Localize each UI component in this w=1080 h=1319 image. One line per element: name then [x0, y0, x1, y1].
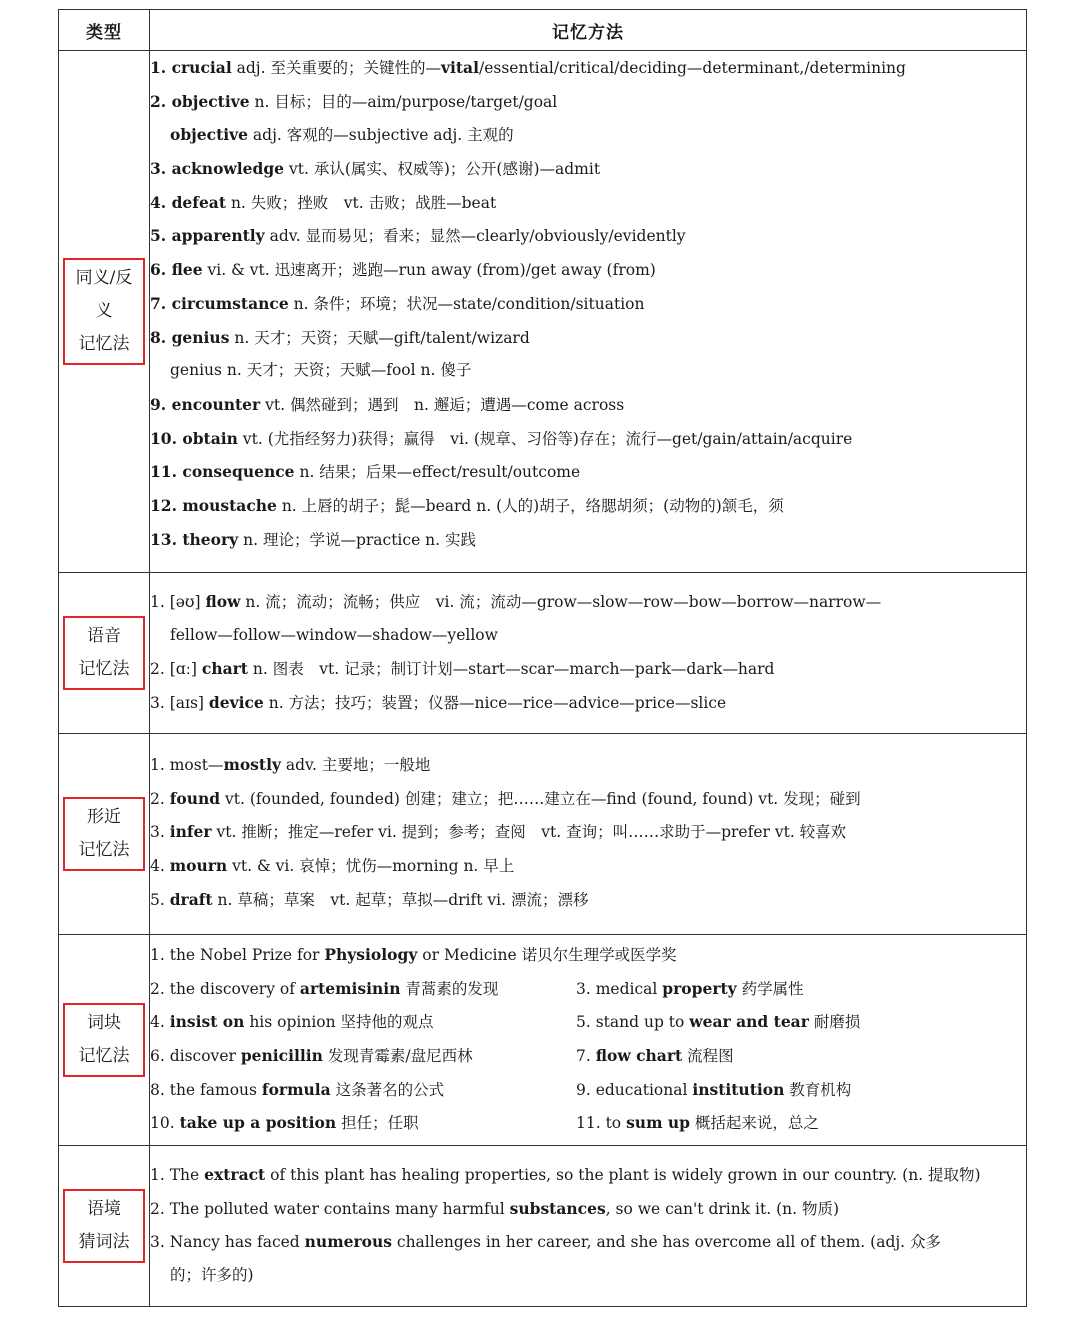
list-item: 4. defeat n. 失败；挫败 vt. 击败；战胜—beat: [150, 192, 497, 212]
method-content: [150, 935, 1027, 1146]
list-item: 1. crucial adj. 至关重要的；关键性的—vital/essential/critical/deciding—determinant,/determining: [150, 58, 906, 77]
header-method: 记忆方法: [150, 10, 1027, 51]
list-item: 3. [aɪs] device n. 方法；技巧；装置；仪器—nice—rice—advice—price—slice: [150, 693, 727, 713]
list-item: 4. mourn vt. & vi. 哀悼；忧伤—morning n. 早上: [150, 856, 515, 876]
list-item: 6. discover penicillin 发现青霉素/盘尼西林 7. flow chart 流程图: [150, 1046, 734, 1066]
list-item: 5. draft n. 草稿；草案 vt. 起草；草拟—drift vi. 漂流；漂移: [150, 889, 589, 909]
list-item: objective adj. 客观的—subjective adj. 主观的: [170, 125, 514, 145]
list-item: 1. [əʊ] flow n. 流；流动；流畅；供应 vi. 流；流动—grow—slow—row—bow—borrow—narrow—: [150, 592, 882, 611]
list-item: 2. [ɑː] chart n. 图表 vt. 记录；制订计划—start—scar—march—park—dark—hard: [150, 659, 775, 679]
section-similar-form: [59, 734, 1027, 935]
list-item: 10. obtain vt. (尤指经努力)获得；赢得 vi. (规章、习俗等)存在；流行—get/gain/attain/acquire: [150, 428, 853, 448]
list-item: 13. theory n. 理论；学说—practice n. 实践: [150, 529, 477, 549]
list-item: 7. circumstance n. 条件；环境；状况—state/condition/situation: [150, 293, 645, 313]
list-item: 的；许多的): [170, 1266, 254, 1285]
list-item: 3. Nancy has faced numerous challenges in her career, and she has overcome all of them. (adj. 众多: [150, 1232, 942, 1252]
header-type: 类型: [59, 10, 150, 51]
list-item: 2. found vt. (founded, founded) 创建；建立；把……建立在—find (found, found) vt. 发现；碰到: [150, 788, 861, 808]
list-item: 9. encounter vt. 偶然碰到；遇到 n. 邂逅；遭遇—come across: [150, 394, 625, 414]
list-item: 2. the discovery of artemisinin 青蒿素的发现 3. medical property 药学属性: [150, 978, 804, 998]
method-content: [150, 1146, 1027, 1307]
method-content: [150, 573, 1027, 734]
list-item: 1. The extract of this plant has healing properties, so the plant is widely grown in our country. (n. 提取物): [150, 1165, 981, 1184]
vocab-table: [58, 9, 1027, 1307]
list-item: 6. flee vi. & vt. 迅速离开；逃跑—run away (from)/get away (from): [150, 260, 656, 280]
list-item: 8. the famous formula 这条著名的公式 9. educational institution 教育机构: [150, 1079, 852, 1099]
type-label: 词块 记忆法: [63, 1003, 145, 1077]
list-item: 12. moustache n. 上唇的胡子；髭—beard n. (人的)胡子，络腮胡须；(动物的)颔毛，须: [150, 495, 784, 515]
list-item: 3. acknowledge vt. 承认(属实、权威等)；公开(感谢)—admit: [150, 159, 601, 179]
type-label: 语音 记忆法: [63, 616, 145, 690]
list-item: 10. take up a position 担任；任职 11. to sum up 概括起来说，总之: [150, 1113, 819, 1133]
method-content: [150, 734, 1027, 935]
list-item: 11. consequence n. 结果；后果—effect/result/outcome: [150, 462, 581, 482]
section-chunk: [59, 935, 1027, 1146]
list-item: 4. insist on his opinion 坚持他的观点 5. stand up to wear and tear 耐磨损: [150, 1012, 861, 1032]
type-label: 语境 猜词法: [63, 1189, 145, 1263]
list-item: 1. most—mostly adv. 主要地；一般地: [150, 755, 431, 774]
list-item: fellow—follow—window—shadow—yellow: [170, 625, 498, 644]
section-phonetic: [59, 573, 1027, 734]
list-item: 1. the Nobel Prize for Physiology or Medicine 诺贝尔生理学或医学奖: [150, 945, 677, 964]
type-label: 同义/反义 记忆法: [63, 258, 145, 365]
type-label: 形近 记忆法: [63, 797, 145, 871]
list-item: genius n. 天才；天资；天赋—fool n. 傻子: [170, 361, 472, 380]
section-synonym: [59, 51, 1027, 573]
header-row: [59, 10, 1027, 51]
list-item: 2. The polluted water contains many harmful substances, so we can't drink it. (n. 物质): [150, 1198, 840, 1218]
section-context: [59, 1146, 1027, 1307]
method-content: [150, 51, 1027, 573]
list-item: 5. apparently adv. 显而易见；看来；显然—clearly/obviously/evidently: [150, 226, 686, 246]
list-item: 2. objective n. 目标；目的—aim/purpose/target/goal: [150, 91, 558, 111]
list-item: 3. infer vt. 推断；推定—refer vi. 提到；参考；查阅 vt. 查询；叫……求助于—prefer vt. 较喜欢: [150, 822, 847, 842]
list-item: 8. genius n. 天才；天资；天赋—gift/talent/wizard: [150, 327, 530, 347]
